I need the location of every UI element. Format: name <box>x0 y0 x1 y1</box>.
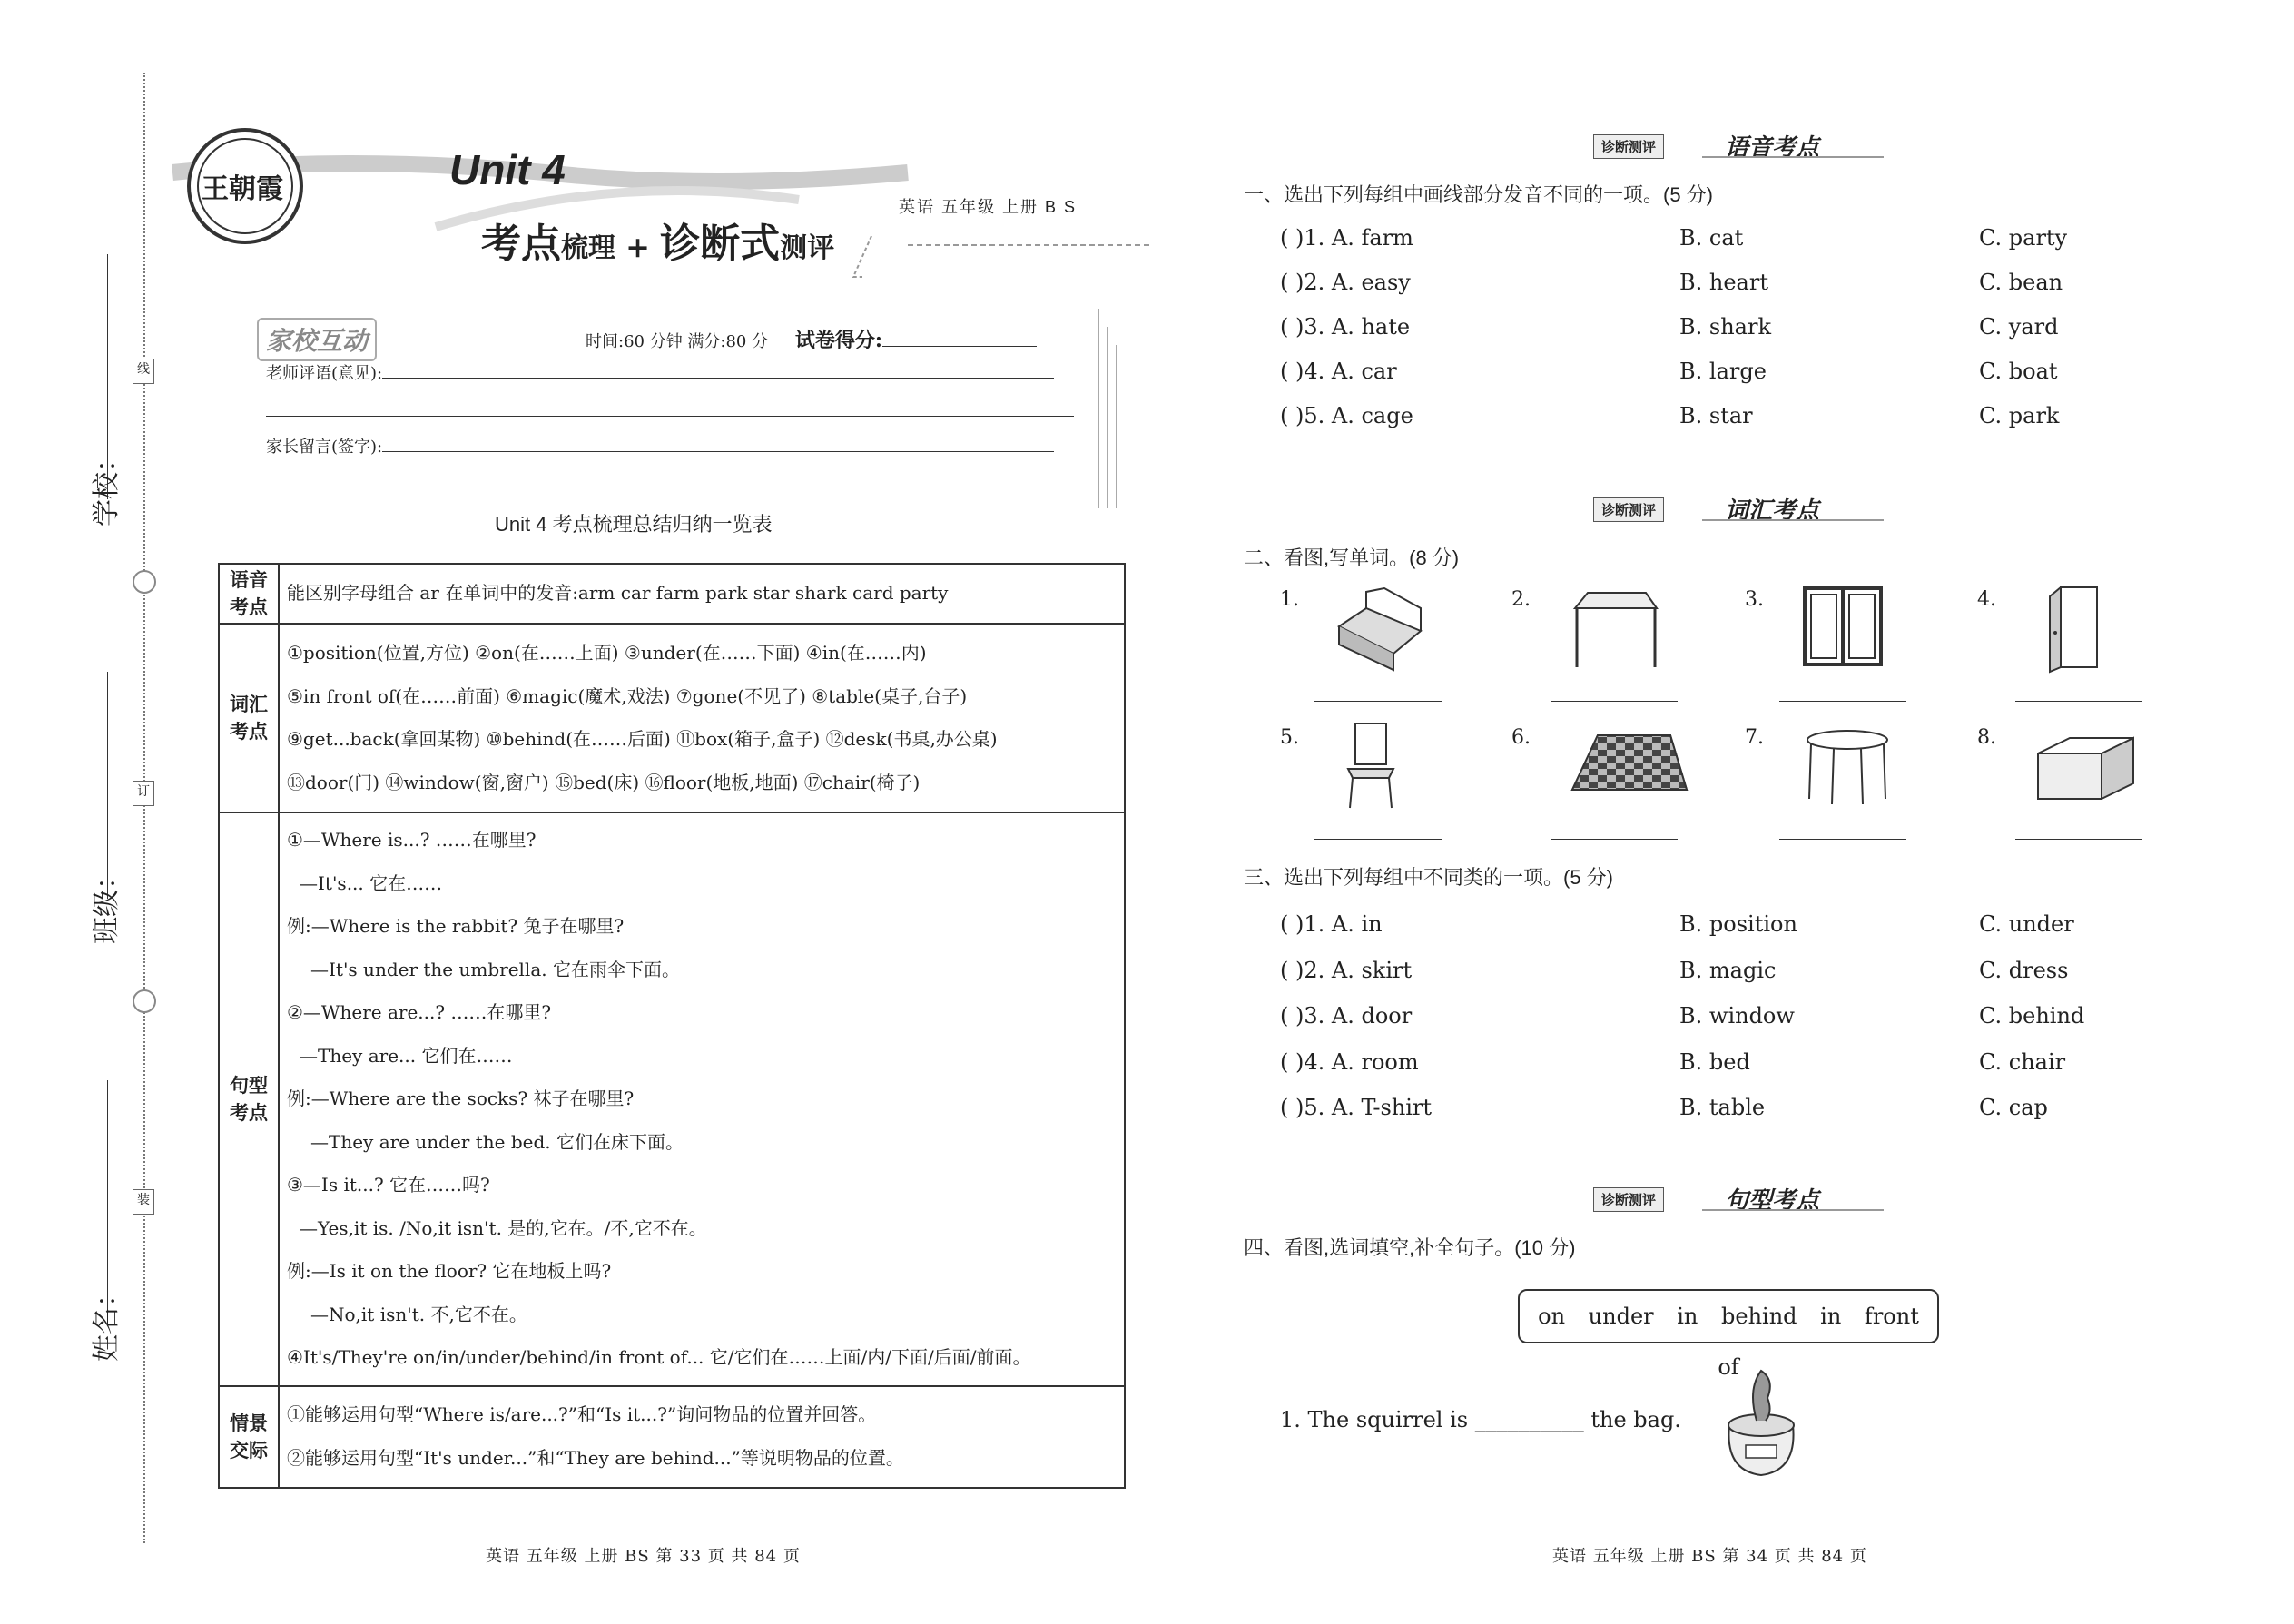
table-line: —It's under the umbrella. 它在雨伞下面。 <box>310 958 680 980</box>
binding-dotted-line <box>143 73 145 1543</box>
row-content-phonics <box>279 564 1125 624</box>
q2-num-2: 2. <box>1511 588 1531 611</box>
option-c: C. chair <box>1979 1048 2066 1075</box>
q2-answer-6[interactable] <box>1551 839 1678 840</box>
q2-answer-2[interactable] <box>1551 701 1678 702</box>
question-row <box>1280 906 2097 942</box>
title-part-2: 梳理 <box>561 232 615 264</box>
q2-answer-1[interactable] <box>1314 701 1442 702</box>
window-icon <box>1802 586 1884 667</box>
table-line: 能区别字母组合 ar 在单词中的发音:arm car farm park star shark card party <box>287 582 949 605</box>
summary-title: Unit 4 考点梳理总结归纳一览表 <box>495 513 773 536</box>
q2-num-4: 4. <box>1977 588 1996 611</box>
section-arrow <box>1702 156 1884 158</box>
option-a[interactable]: ( )5. A. cage <box>1280 403 1413 428</box>
title-part-1: 考点 <box>481 221 561 267</box>
binding-hole-2 <box>133 989 156 1013</box>
option-a[interactable]: ( )1. A. in <box>1280 911 1383 937</box>
row-content-communication <box>279 1386 1125 1488</box>
round-table-icon <box>1802 726 1893 808</box>
question-row <box>1280 220 2097 256</box>
row-content-sentence <box>279 812 1125 1386</box>
time-score: 时间:60 分钟 满分:80 分 <box>586 332 769 351</box>
binding-mark-2: 订 <box>133 781 154 806</box>
table-line: —They are under the bed. 它们在床下面。 <box>310 1130 684 1153</box>
table-line: ④It's/They're on/in/under/behind/in front of... 它/它们在……上面/内/下面/后面/前面。 <box>287 1346 1031 1368</box>
table-line: —It's... 它在…… <box>300 871 443 894</box>
section-name: 句型考点 <box>1725 1187 1820 1215</box>
q2-num-7: 7. <box>1745 726 1764 749</box>
section-arrow <box>1702 1209 1884 1211</box>
option-b: B. magic <box>1679 957 1777 983</box>
option-c: C. bean <box>1979 270 2063 295</box>
q2-answer-7[interactable] <box>1779 839 1906 840</box>
q2-num-6: 6. <box>1511 726 1531 749</box>
title-part-3: 诊断式 <box>660 221 781 267</box>
option-a[interactable]: ( )3. A. hate <box>1280 314 1411 340</box>
section-tag: 诊断测评 <box>1593 1187 1664 1212</box>
door-icon <box>2043 583 2106 674</box>
footer-right: 英语 五年级 上册 BS 第 34 页 共 84 页 <box>1552 1547 1867 1566</box>
parent-comment <box>266 434 1054 458</box>
table-line: ①能够运用句型“Where is/are...?”和“Is it...?”询问物品的位置并回答。 <box>287 1403 877 1425</box>
table-line: ①position(位置,方位) ②on(在……上面) ③under(在……下面) ④in(在……内) <box>287 642 927 664</box>
table-line: 例:—Where is the rabbit? 兔子在哪里? <box>287 915 625 937</box>
q2-num-3: 3. <box>1745 588 1764 611</box>
teacher-label: 老师评语(意见): <box>266 364 383 383</box>
option-a[interactable]: ( )4. A. car <box>1280 359 1397 384</box>
title-part-4: 测评 <box>780 232 835 264</box>
q4-heading: 四、看图,选词填空,补全句子。(10 分) <box>1244 1236 1576 1259</box>
corner-decoration <box>1089 309 1126 508</box>
option-a[interactable]: ( )5. A. T-shirt <box>1280 1095 1433 1120</box>
option-a[interactable]: ( )4. A. room <box>1280 1048 1419 1075</box>
question-row <box>1280 1044 2097 1080</box>
name-label: 姓名： <box>91 1280 123 1362</box>
box-icon <box>2033 731 2142 803</box>
class-label: 班级： <box>91 862 123 944</box>
section-name: 词汇考点 <box>1725 497 1820 525</box>
option-b: B. heart <box>1679 270 1768 295</box>
score-field[interactable] <box>882 346 1037 347</box>
option-b: B. star <box>1679 403 1753 428</box>
q2-answer-3[interactable] <box>1779 701 1906 702</box>
row-head-sentence: 句型考点 <box>219 812 279 1386</box>
parent-field[interactable] <box>382 451 1054 452</box>
section-header-vocab <box>1593 492 1893 525</box>
word-bank: on under in behind in front of <box>1518 1289 1939 1343</box>
table-line: ③—Is it...? 它在……吗? <box>287 1174 490 1196</box>
interaction-badge: 家校互动 <box>257 318 377 361</box>
table-icon <box>1566 586 1666 676</box>
summary-table <box>218 563 1126 1489</box>
bed-icon <box>1330 581 1430 672</box>
table-row <box>219 1386 1125 1488</box>
option-c: C. park <box>1979 403 2060 428</box>
chair-icon <box>1339 719 1403 810</box>
table-line: —They are... 它们在…… <box>300 1044 513 1067</box>
option-b: B. table <box>1679 1095 1766 1120</box>
table-line: ②能够运用句型“It's under...”和“They are behind...”等说明物品的位置。 <box>287 1446 904 1469</box>
q2-answer-4[interactable] <box>2015 701 2142 702</box>
table-line: ①—Where is...? ……在哪里? <box>287 829 537 851</box>
section-tag: 诊断测评 <box>1593 134 1664 159</box>
question-row <box>1280 398 2097 434</box>
floor-icon <box>1570 731 1689 794</box>
row-head-vocab: 词汇考点 <box>219 624 279 812</box>
q2-num-1: 1. <box>1280 588 1299 611</box>
table-line: ⑬door(门) ⑭window(窗,窗户) ⑮bed(床) ⑯floor(地板,地面) ⑰chair(椅子) <box>287 771 921 793</box>
q2-num-5: 5. <box>1280 726 1299 749</box>
question-row <box>1280 1089 2097 1126</box>
binding-mark-1: 线 <box>133 359 154 384</box>
q1-heading: 一、选出下列每组中画线部分发音不同的一项。(5 分) <box>1244 183 1714 206</box>
row-head-phonics: 语音考点 <box>219 564 279 624</box>
option-a[interactable]: ( )2. A. easy <box>1280 270 1411 295</box>
section-header-phonics <box>1593 129 1893 162</box>
school-label: 学校： <box>91 445 123 527</box>
table-line: —No,it isn't. 不,它不在。 <box>310 1303 527 1325</box>
section-tag: 诊断测评 <box>1593 497 1664 522</box>
question-row <box>1280 309 2097 345</box>
option-a[interactable]: ( )3. A. door <box>1280 1003 1413 1029</box>
footer-left: 英语 五年级 上册 BS 第 33 页 共 84 页 <box>486 1547 801 1566</box>
q4-item-1: 1. The squirrel is __________ the bag. <box>1280 1407 1681 1432</box>
option-b: B. large <box>1679 359 1767 384</box>
score-label: 试卷得分: <box>794 329 882 352</box>
option-c: C. behind <box>1979 1003 2085 1029</box>
binding-mark-3: 装 <box>133 1189 154 1215</box>
option-c: C. yard <box>1979 314 2059 340</box>
q3-heading: 三、选出下列每组中不同类的一项。(5 分) <box>1244 866 1614 889</box>
grade-bar: 英语 五年级 上册 B S <box>899 198 1078 216</box>
option-c: C. cap <box>1979 1095 2048 1120</box>
table-line: 例:—Where are the socks? 袜子在哪里? <box>287 1088 635 1109</box>
question-row <box>1280 353 2097 389</box>
teacher-comment <box>266 360 1054 384</box>
table-row <box>219 812 1125 1386</box>
option-a[interactable]: ( )1. A. farm <box>1280 225 1413 251</box>
question-row <box>1280 952 2097 989</box>
teacher-field[interactable] <box>382 378 1054 379</box>
main-title: 考点梳理 + 诊断式测评 <box>481 221 835 267</box>
option-c: C. dress <box>1979 957 2069 983</box>
option-b: B. position <box>1679 911 1797 937</box>
option-b: B. window <box>1679 1003 1795 1029</box>
table-line: ⑤in front of(在……前面) ⑥magic(魔术,戏法) ⑦gone(不见了) ⑧table(桌子,台子) <box>287 684 968 707</box>
table-line: ②—Where are...? ……在哪里? <box>287 1001 552 1023</box>
option-a[interactable]: ( )2. A. skirt <box>1280 957 1413 983</box>
section-name: 语音考点 <box>1725 134 1820 162</box>
section-arrow <box>1702 519 1884 521</box>
question-row <box>1280 998 2097 1034</box>
exam-meta <box>586 325 1037 353</box>
section-header-sentence <box>1593 1182 1893 1215</box>
option-c: C. party <box>1979 225 2068 251</box>
brand-logo: 王朝霞 <box>202 173 283 205</box>
binding-hole-1 <box>133 570 156 594</box>
squirrel-bag-icon <box>1711 1362 1811 1480</box>
question-row <box>1280 264 2097 300</box>
option-b: B. bed <box>1679 1048 1750 1075</box>
table-line: ⑨get...back(拿回某物) ⑩behind(在……后面) ⑪box(箱子,盒子) ⑫desk(书桌,办公桌) <box>287 728 998 750</box>
table-row <box>219 564 1125 624</box>
row-head-communication: 情景交际 <box>219 1386 279 1488</box>
row-content-vocab <box>279 624 1125 812</box>
table-row <box>219 624 1125 812</box>
option-c: C. boat <box>1979 359 2058 384</box>
parent-label: 家长留言(签字): <box>266 438 383 457</box>
q2-heading: 二、看图,写单词。(8 分) <box>1244 546 1460 569</box>
option-b: B. shark <box>1679 314 1771 340</box>
q2-num-8: 8. <box>1977 726 1996 749</box>
unit-title: Unit 4 <box>449 146 566 193</box>
table-line: —Yes,it is. /No,it isn't. 是的,它在。/不,它不在。 <box>300 1216 707 1239</box>
q2-answer-8[interactable] <box>2015 839 2142 840</box>
teacher-field-2[interactable] <box>266 416 1074 417</box>
table-line: 例:—Is it on the floor? 它在地板上吗? <box>287 1260 612 1282</box>
option-b: B. cat <box>1679 225 1744 251</box>
option-c: C. under <box>1979 911 2074 937</box>
q2-answer-5[interactable] <box>1314 839 1442 840</box>
